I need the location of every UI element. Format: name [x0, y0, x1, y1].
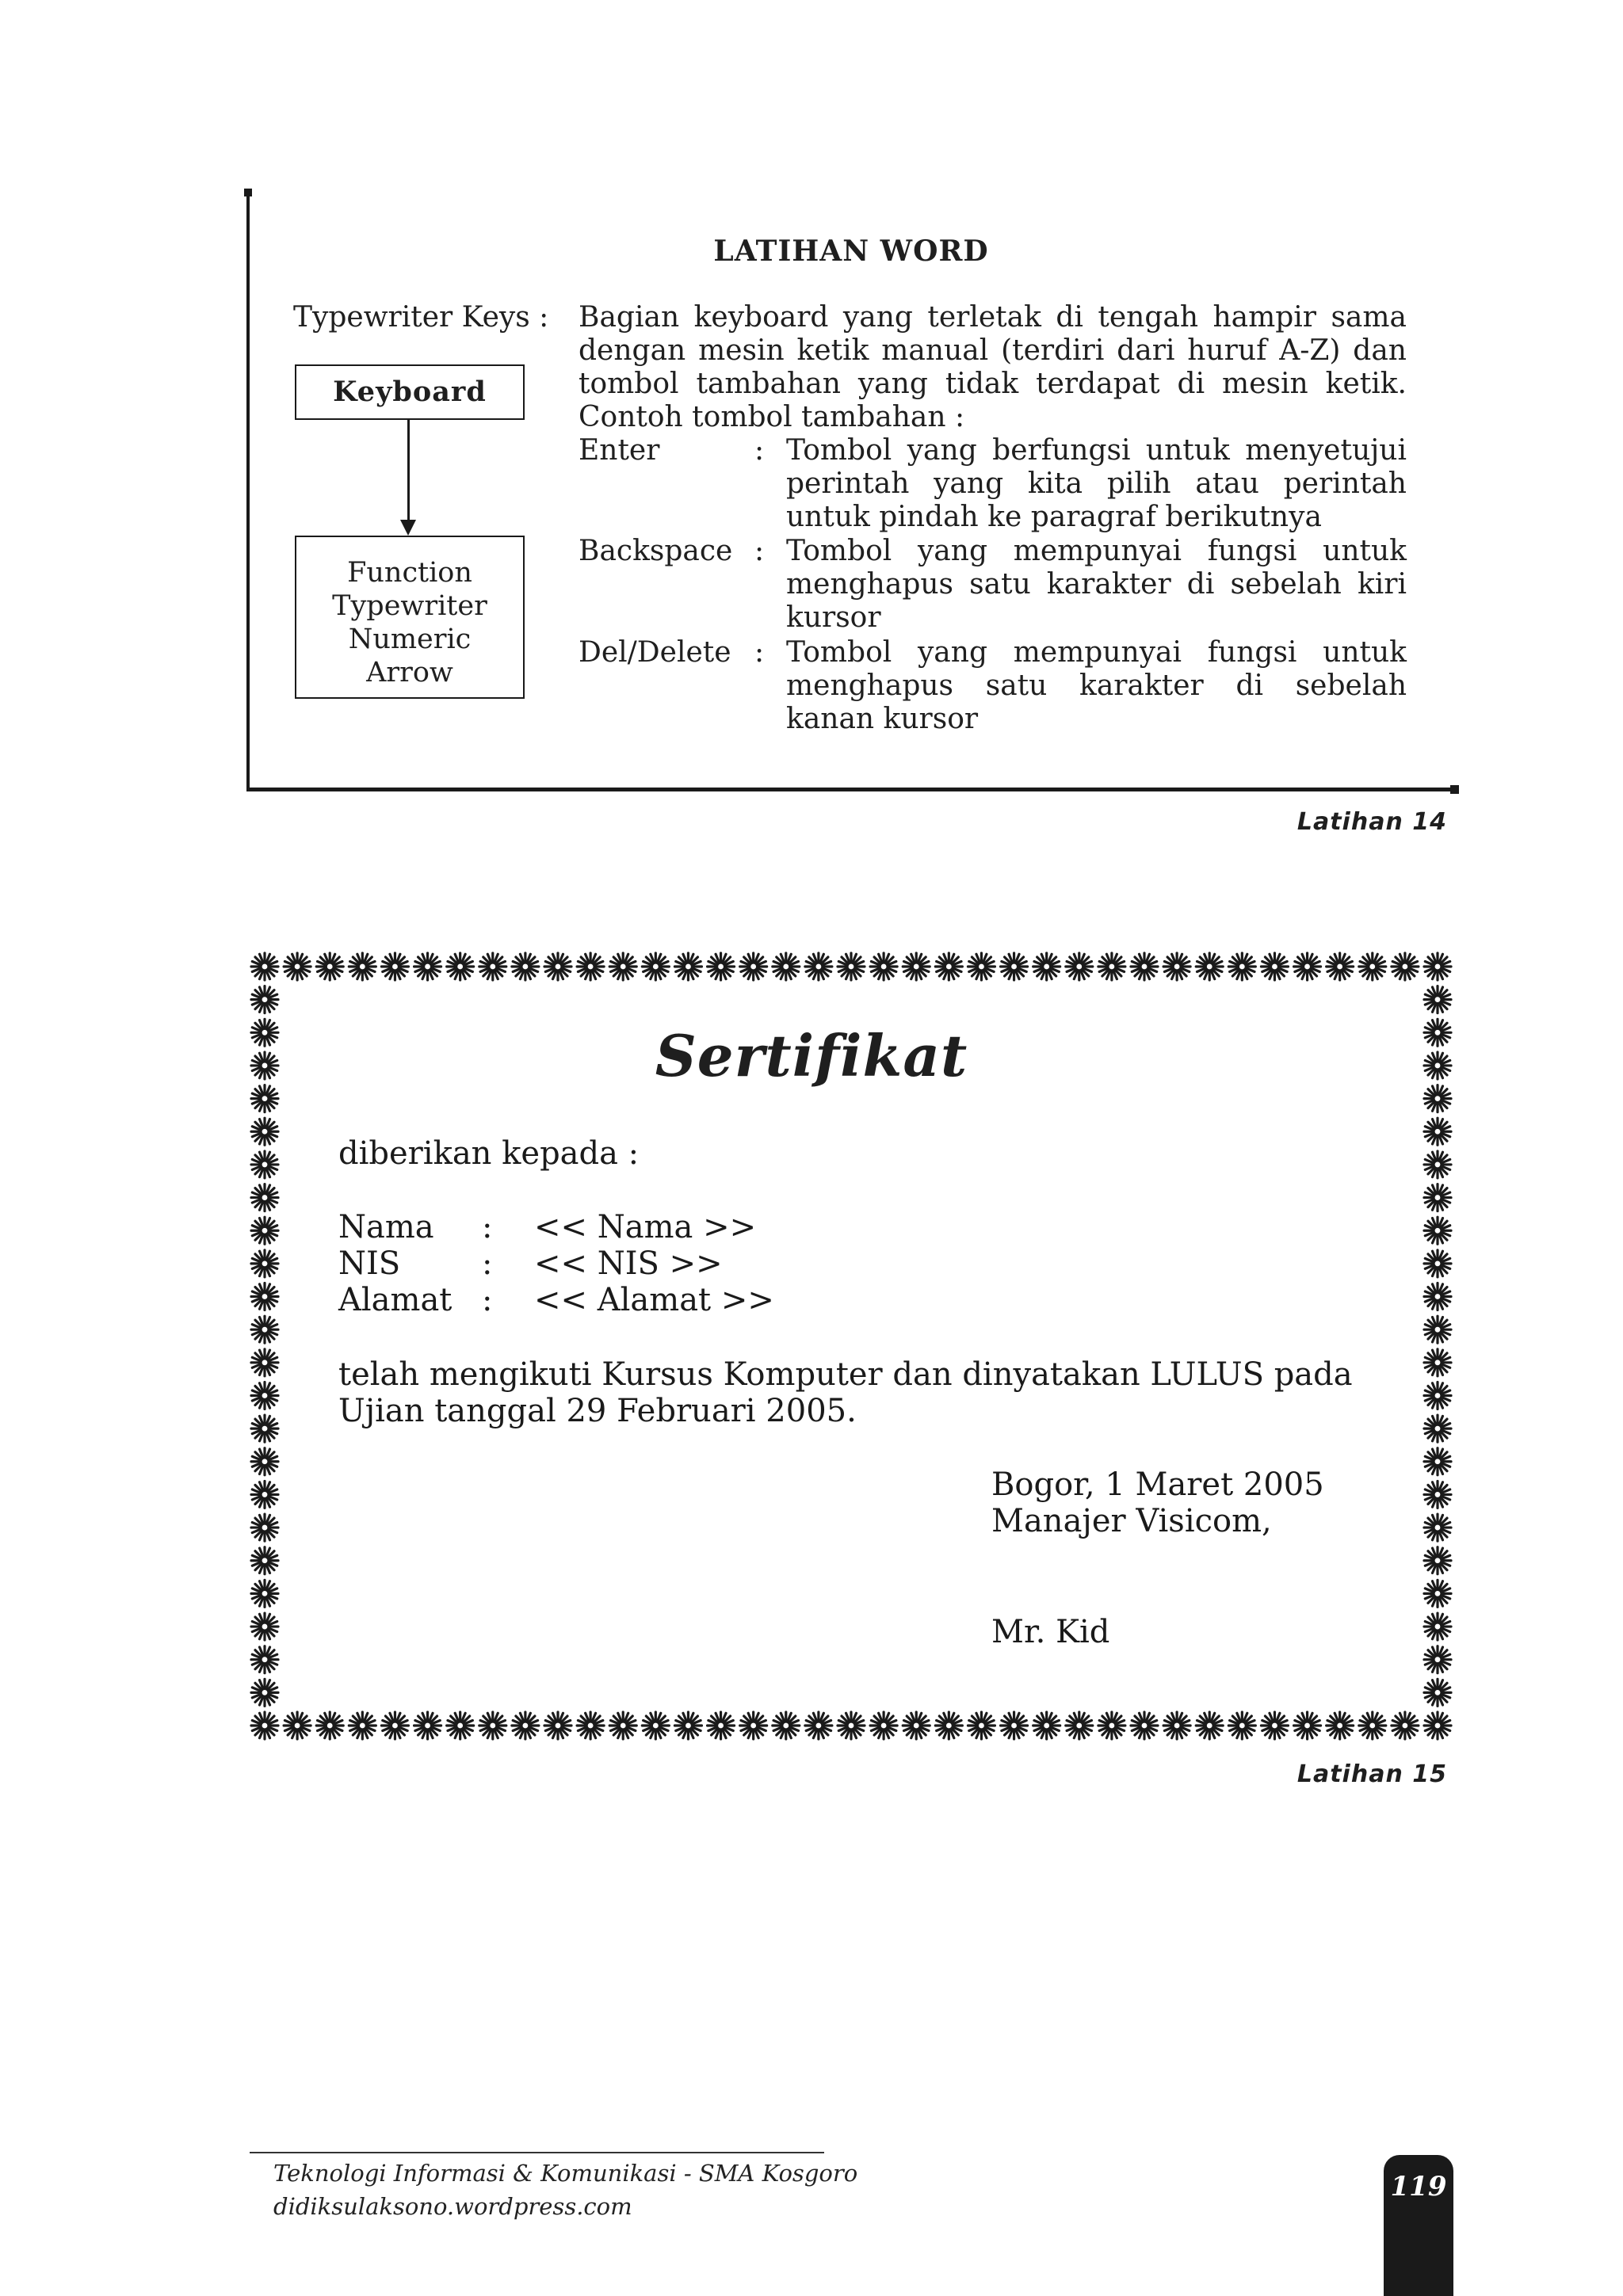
border-flower-icon	[838, 1712, 865, 1739]
explanation-line: perintah yang kita pilih atau perintah	[786, 467, 1407, 500]
border-flower-icon	[251, 1514, 278, 1541]
frame-bottom-border	[246, 788, 1459, 791]
key-colon: :	[754, 434, 765, 467]
border-flower-icon	[609, 1712, 636, 1739]
border-flower-icon	[805, 1712, 832, 1739]
border-flower-icon	[251, 1283, 278, 1310]
border-flower-icon	[1424, 1316, 1451, 1343]
border-flower-icon	[870, 1712, 897, 1739]
border-flower-icon	[512, 953, 539, 980]
frame-left-border	[246, 189, 250, 791]
border-flower-icon	[316, 953, 343, 980]
border-flower-icon	[251, 1382, 278, 1409]
border-flower-icon	[1196, 953, 1223, 980]
border-flower-icon	[1001, 1712, 1028, 1739]
border-flower-icon	[1424, 1151, 1451, 1178]
border-flower-icon	[251, 1118, 278, 1145]
border-flower-icon	[284, 1712, 311, 1739]
border-flower-icon	[479, 1712, 506, 1739]
statement-line: Ujian tanggal 29 Februari 2005.	[338, 1393, 857, 1429]
border-flower-icon	[1196, 1712, 1223, 1739]
border-flower-icon	[1098, 1712, 1125, 1739]
border-flower-icon	[251, 1481, 278, 1508]
field-label-nama: Nama	[338, 1209, 434, 1245]
footer-rule	[250, 2152, 824, 2153]
key-types-box	[295, 536, 525, 699]
key-type-numeric: Numeric	[348, 624, 472, 655]
border-flower-icon	[512, 1712, 539, 1739]
certificate-title: Sertifikat	[655, 1022, 968, 1089]
keyboard-box: Keyboard	[295, 364, 525, 420]
border-flower-icon	[1392, 953, 1419, 980]
border-flower-icon	[414, 953, 441, 980]
border-flower-icon	[1424, 1415, 1451, 1442]
border-flower-icon	[1228, 953, 1255, 980]
border-flower-icon	[1163, 1712, 1190, 1739]
key-name: Enter	[579, 434, 660, 467]
border-flower-icon	[251, 1151, 278, 1178]
key-type-arrow: Arrow	[366, 657, 453, 688]
book-title: Teknologi Informasi & Komunikasi - SMA Kosgoro	[273, 2160, 858, 2187]
border-flower-icon	[251, 1580, 278, 1607]
border-flower-icon	[1424, 1547, 1451, 1574]
border-flower-icon	[381, 953, 408, 980]
description-line: Contoh tombol tambahan :	[579, 401, 965, 433]
border-flower-icon	[251, 1646, 278, 1673]
explanation-line: Tombol yang mempunyai fungsi untuk	[786, 636, 1407, 669]
border-flower-icon	[1294, 1712, 1321, 1739]
border-flower-icon	[414, 1712, 441, 1739]
key-explanation	[786, 636, 1407, 736]
border-flower-icon	[1033, 1712, 1060, 1739]
border-flower-icon	[1424, 1184, 1451, 1211]
key-colon: :	[754, 636, 765, 669]
border-flower-icon	[968, 1712, 995, 1739]
statement-line: telah mengikuti Kursus Komputer dan dinyatakan LULUS pada	[338, 1356, 1353, 1393]
border-flower-icon	[251, 1184, 278, 1211]
border-flower-icon	[1424, 1580, 1451, 1607]
border-flower-icon	[544, 953, 571, 980]
border-flower-icon	[251, 1217, 278, 1244]
page-number: 119	[1390, 2171, 1447, 2203]
border-flower-icon	[1424, 1481, 1451, 1508]
border-flower-icon	[1359, 1712, 1386, 1739]
signatory-name: Mr. Kid	[991, 1614, 1110, 1650]
border-flower-icon	[1424, 1514, 1451, 1541]
exercise-label-14: Latihan 14	[1296, 808, 1447, 836]
key-type-typewriter: Typewriter	[332, 590, 487, 622]
border-flower-icon	[773, 953, 800, 980]
key-name: Backspace	[579, 535, 733, 567]
border-flower-icon	[1424, 1250, 1451, 1277]
description-line: tombol tambahan yang tidak terdapat di mesin ketik.	[579, 368, 1407, 400]
explanation-line: menghapus satu karakter di sebelah kiri	[786, 568, 1407, 601]
field-label-alamat: Alamat	[338, 1282, 453, 1318]
border-flower-icon	[1424, 1118, 1451, 1145]
key-explanation	[786, 434, 1407, 534]
field-colon: :	[482, 1245, 493, 1282]
border-flower-icon	[773, 1712, 800, 1739]
border-flower-icon	[349, 953, 376, 980]
border-flower-icon	[1131, 1712, 1158, 1739]
border-flower-icon	[1424, 1712, 1451, 1739]
place-date: Bogor, 1 Maret 2005	[991, 1466, 1324, 1503]
border-flower-icon	[1424, 953, 1451, 980]
border-flower-icon	[674, 1712, 701, 1739]
term-label: Typewriter Keys :	[293, 301, 549, 334]
border-flower-icon	[642, 1712, 669, 1739]
description-line: dengan mesin ketik manual (terdiri dari huruf A-Z) dan	[579, 334, 1407, 367]
border-flower-icon	[577, 1712, 604, 1739]
border-flower-icon	[1294, 953, 1321, 980]
term-description	[579, 301, 1407, 434]
border-flower-icon	[935, 953, 962, 980]
explanation-line: Tombol yang berfungsi untuk menyetujui	[786, 434, 1407, 467]
border-flower-icon	[1424, 1283, 1451, 1310]
border-flower-icon	[1033, 953, 1060, 980]
border-flower-icon	[577, 953, 604, 980]
border-flower-icon	[1098, 953, 1125, 980]
border-flower-icon	[1261, 1712, 1288, 1739]
border-flower-icon	[1327, 953, 1354, 980]
key-explanation	[786, 535, 1407, 635]
border-flower-icon	[1424, 1613, 1451, 1640]
arrow-down-icon	[400, 520, 416, 536]
field-value-alamat: << Alamat >>	[534, 1282, 774, 1318]
border-flower-icon	[251, 986, 278, 1013]
border-flower-icon	[1163, 953, 1190, 980]
exercise-label-15: Latihan 15	[1296, 1760, 1447, 1788]
key-type-function: Function	[347, 557, 472, 589]
website: didiksulaksono.wordpress.com	[273, 2193, 632, 2220]
border-flower-icon	[1228, 1712, 1255, 1739]
border-flower-icon	[1424, 1382, 1451, 1409]
border-flower-icon	[642, 953, 669, 980]
border-flower-icon	[1424, 1217, 1451, 1244]
border-flower-icon	[1359, 953, 1386, 980]
border-flower-icon	[1424, 1448, 1451, 1475]
border-flower-icon	[1131, 953, 1158, 980]
border-flower-icon	[251, 1712, 278, 1739]
border-flower-icon	[609, 953, 636, 980]
border-flower-icon	[251, 1250, 278, 1277]
field-label-nis: NIS	[338, 1245, 401, 1282]
border-flower-icon	[251, 1349, 278, 1376]
signatory-position: Manajer Visicom,	[991, 1503, 1272, 1539]
border-flower-icon	[1261, 953, 1288, 980]
border-flower-icon	[805, 953, 832, 980]
key-colon: :	[754, 535, 765, 567]
border-flower-icon	[1392, 1712, 1419, 1739]
border-flower-icon	[251, 1415, 278, 1442]
border-flower-icon	[447, 953, 474, 980]
given-to-label: diberikan kepada :	[338, 1135, 640, 1172]
border-flower-icon	[349, 1712, 376, 1739]
border-flower-icon	[1424, 986, 1451, 1013]
border-flower-icon	[251, 1547, 278, 1574]
key-name: Del/Delete	[579, 636, 731, 669]
border-flower-icon	[251, 1613, 278, 1640]
explanation-line: kanan kursor	[786, 703, 979, 735]
border-flower-icon	[935, 1712, 962, 1739]
exercise-title: LATIHAN WORD	[713, 235, 989, 268]
border-flower-icon	[251, 1316, 278, 1343]
border-flower-icon	[447, 1712, 474, 1739]
explanation-line: untuk pindah ke paragraf berikutnya	[786, 501, 1322, 533]
border-flower-icon	[740, 1712, 767, 1739]
field-colon: :	[482, 1209, 493, 1245]
border-flower-icon	[316, 1712, 343, 1739]
border-flower-icon	[870, 953, 897, 980]
border-flower-icon	[381, 1712, 408, 1739]
border-flower-icon	[251, 1448, 278, 1475]
border-flower-icon	[251, 1679, 278, 1706]
field-colon: :	[482, 1282, 493, 1318]
border-flower-icon	[740, 953, 767, 980]
field-value-nis: << NIS >>	[534, 1245, 723, 1282]
border-flower-icon	[708, 953, 735, 980]
border-flower-icon	[1424, 1646, 1451, 1673]
border-flower-icon	[708, 1712, 735, 1739]
border-flower-icon	[284, 953, 311, 980]
border-flower-icon	[479, 953, 506, 980]
border-flower-icon	[251, 953, 278, 980]
explanation-line: Tombol yang mempunyai fungsi untuk	[786, 535, 1407, 567]
border-flower-icon	[903, 953, 930, 980]
explanation-line: menghapus satu karakter di sebelah	[786, 669, 1407, 702]
border-flower-icon	[1066, 1712, 1093, 1739]
border-flower-icon	[968, 953, 995, 980]
border-flower-icon	[1001, 953, 1028, 980]
border-flower-icon	[544, 1712, 571, 1739]
explanation-line: kursor	[786, 601, 881, 634]
border-flower-icon	[1424, 1349, 1451, 1376]
arrow-line	[407, 420, 410, 523]
field-value-nama: << Nama >>	[534, 1209, 757, 1245]
border-flower-icon	[903, 1712, 930, 1739]
border-flower-icon	[1066, 953, 1093, 980]
border-flower-icon	[838, 953, 865, 980]
description-line: Bagian keyboard yang terletak di tengah hampir sama	[579, 301, 1407, 334]
border-flower-icon	[1327, 1712, 1354, 1739]
border-flower-icon	[674, 953, 701, 980]
border-flower-icon	[1424, 1679, 1451, 1706]
